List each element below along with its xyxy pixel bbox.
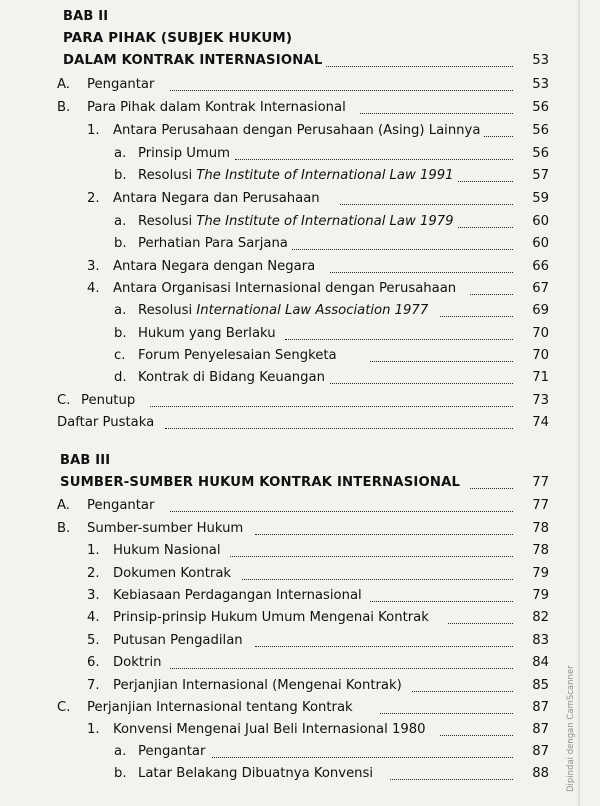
page-number: 56 xyxy=(532,123,549,138)
page-number: 70 xyxy=(532,326,549,341)
page-number: 67 xyxy=(532,281,549,296)
toc-entry[interactable] xyxy=(0,763,600,785)
toc-entry-label: C. Penutup xyxy=(57,390,138,412)
leader-dots xyxy=(255,530,513,535)
leader-dots xyxy=(290,245,513,250)
toc-entry-label: 7. Perjanjian Internasional (Mengenai Kontrak) xyxy=(87,675,405,697)
page-number: 78 xyxy=(532,521,549,536)
page-edge-shadow xyxy=(578,0,580,806)
toc-entry-label: 1. Antara Perusahaan dengan Perusahaan (Asing) Lainnya xyxy=(87,120,483,142)
toc-entry-label: 3. Kebiasaan Perdagangan Internasional xyxy=(87,585,365,607)
page-number: 79 xyxy=(532,588,549,603)
leader-dots xyxy=(242,575,513,580)
leader-dots xyxy=(150,402,513,407)
leader-dots xyxy=(165,424,513,429)
toc-entry[interactable] xyxy=(0,741,600,763)
page-number: 79 xyxy=(532,566,549,581)
chapter-title-row xyxy=(0,472,600,494)
leader-dots xyxy=(170,664,513,669)
toc-entry-label: 6. Doktrin xyxy=(87,652,164,674)
leader-dots xyxy=(340,200,513,205)
toc-entry-label: 1. Konvensi Mengenai Jual Beli Internasional 1980 xyxy=(87,719,429,741)
toc-entry[interactable] xyxy=(0,390,600,412)
toc-entry[interactable] xyxy=(0,300,600,322)
page-number: 85 xyxy=(532,678,549,693)
toc-entry-label: 1. Hukum Nasional xyxy=(87,540,224,562)
toc-entry-label: c. Forum Penyelesaian Sengketa xyxy=(114,345,340,367)
leader-dots xyxy=(170,86,513,91)
chapter-title-line: SUMBER-SUMBER HUKUM KONTRAK INTERNASIONAL xyxy=(60,472,463,494)
toc-entry-label: d. Kontrak di Bidang Keuangan xyxy=(114,367,328,389)
toc-entry[interactable] xyxy=(0,97,600,119)
page-number: 82 xyxy=(532,610,549,625)
page-number: 56 xyxy=(532,100,549,115)
page-number: 71 xyxy=(532,370,549,385)
leader-dots xyxy=(300,62,513,67)
toc-entry[interactable] xyxy=(0,278,600,300)
toc-entry-label: A. Pengantar xyxy=(57,495,157,517)
toc-entry-label: b. Perhatian Para Sarjana xyxy=(114,233,291,255)
toc-entry[interactable] xyxy=(0,211,600,233)
toc-entry[interactable] xyxy=(0,719,600,741)
toc-entry-label: A. Pengantar xyxy=(57,74,157,96)
page-number: 77 xyxy=(532,475,549,490)
leader-dots xyxy=(255,642,513,647)
page-number: 77 xyxy=(532,498,549,513)
leader-dots xyxy=(212,753,513,758)
toc-entry[interactable] xyxy=(0,367,600,389)
toc-entry-label: a. Prinsip Umum xyxy=(114,143,233,165)
leader-dots xyxy=(390,775,513,780)
chapter-title-line: PARA PIHAK (SUBJEK HUKUM) xyxy=(63,31,293,46)
page-number: 60 xyxy=(532,236,549,251)
toc-entry-label: B. Para Pihak dalam Kontrak Internasional xyxy=(57,97,349,119)
toc-entry-label: B. Sumber-sumber Hukum xyxy=(57,518,246,540)
page-number: 69 xyxy=(532,303,549,318)
toc-entry-label: 2. Dokumen Kontrak xyxy=(87,563,234,585)
toc-entry-label: a. Resolusi International Law Association 1977 xyxy=(114,300,431,322)
page-number: 83 xyxy=(532,633,549,648)
leader-dots xyxy=(370,597,513,602)
toc-entry[interactable] xyxy=(0,143,600,165)
chapter-label: BAB III xyxy=(60,453,111,468)
toc-entry[interactable] xyxy=(0,188,600,210)
leader-dots xyxy=(380,709,513,714)
chapter-title-line: DALAM KONTRAK INTERNASIONAL xyxy=(63,50,326,72)
leader-dots xyxy=(370,357,513,362)
leader-dots xyxy=(448,619,513,624)
toc-entry-label: b. Latar Belakang Dibuatnya Konvensi xyxy=(114,763,376,785)
page-number: 87 xyxy=(532,722,549,737)
chapter-title-row xyxy=(0,50,600,72)
toc-entry[interactable] xyxy=(0,256,600,278)
leader-dots xyxy=(285,335,513,340)
page-number: 84 xyxy=(532,655,549,670)
toc-entry-label: Daftar Pustaka xyxy=(57,412,157,434)
toc-entry[interactable] xyxy=(0,495,600,517)
toc-entry[interactable] xyxy=(0,233,600,255)
leader-dots xyxy=(470,290,513,295)
toc-entry[interactable] xyxy=(0,697,600,719)
toc-entry-label: 2. Antara Negara dan Perusahaan xyxy=(87,188,323,210)
page-number: 87 xyxy=(532,700,549,715)
toc-entry[interactable] xyxy=(0,652,600,674)
toc-entry[interactable] xyxy=(0,120,600,142)
toc-entry-label: a. Pengantar xyxy=(114,741,208,763)
leader-dots xyxy=(360,109,513,114)
toc-entry-label: 3. Antara Negara dengan Negara xyxy=(87,256,318,278)
page-number: 87 xyxy=(532,744,549,759)
page-number: 60 xyxy=(532,214,549,229)
toc-entry[interactable] xyxy=(0,518,600,540)
toc-entry[interactable] xyxy=(0,585,600,607)
page-number: 57 xyxy=(532,168,549,183)
leader-dots xyxy=(412,687,513,692)
toc-entry-label: 4. Prinsip-prinsip Hukum Umum Mengenai Kontrak xyxy=(87,607,432,629)
toc-entry-label: a. Resolusi The Institute of International Law 1979 xyxy=(114,211,457,233)
leader-dots xyxy=(470,484,513,489)
leader-dots xyxy=(440,731,513,736)
toc-entry[interactable] xyxy=(0,607,600,629)
toc-entry[interactable] xyxy=(0,675,600,697)
toc-entry-label: C. Perjanjian Internasional tentang Kontrak xyxy=(57,697,356,719)
toc-entry-label: b. Hukum yang Berlaku xyxy=(114,323,279,345)
toc-entry-label: b. Resolusi The Institute of International Law 1991 xyxy=(114,165,457,187)
page-number: 70 xyxy=(532,348,549,363)
page-number: 88 xyxy=(532,766,549,781)
leader-dots xyxy=(330,379,513,384)
leader-dots xyxy=(235,155,513,160)
toc-entry[interactable] xyxy=(0,412,600,434)
leader-dots xyxy=(330,268,513,273)
leader-dots xyxy=(480,132,513,137)
page-number: 53 xyxy=(532,53,549,68)
toc-entry-label: 5. Putusan Pengadilan xyxy=(87,630,246,652)
toc-entry[interactable] xyxy=(0,74,600,96)
toc-entry-label: 4. Antara Organisasi Internasional dengan Perusahaan xyxy=(87,278,459,300)
page-number: 78 xyxy=(532,543,549,558)
toc-entry[interactable] xyxy=(0,345,600,367)
page-number: 59 xyxy=(532,191,549,206)
toc-entry[interactable] xyxy=(0,165,600,187)
toc-entry[interactable] xyxy=(0,630,600,652)
page-number: 74 xyxy=(532,415,549,430)
scanner-watermark: Dipindai dengan CamScanner xyxy=(566,665,576,792)
page-number: 66 xyxy=(532,259,549,274)
leader-dots xyxy=(170,507,513,512)
page-number: 53 xyxy=(532,77,549,92)
chapter-label: BAB II xyxy=(63,9,109,24)
page-number: 56 xyxy=(532,146,549,161)
toc-entry[interactable] xyxy=(0,563,600,585)
toc-entry[interactable] xyxy=(0,540,600,562)
toc-entry[interactable] xyxy=(0,323,600,345)
leader-dots xyxy=(440,312,513,317)
page-number: 73 xyxy=(532,393,549,408)
leader-dots xyxy=(230,552,513,557)
